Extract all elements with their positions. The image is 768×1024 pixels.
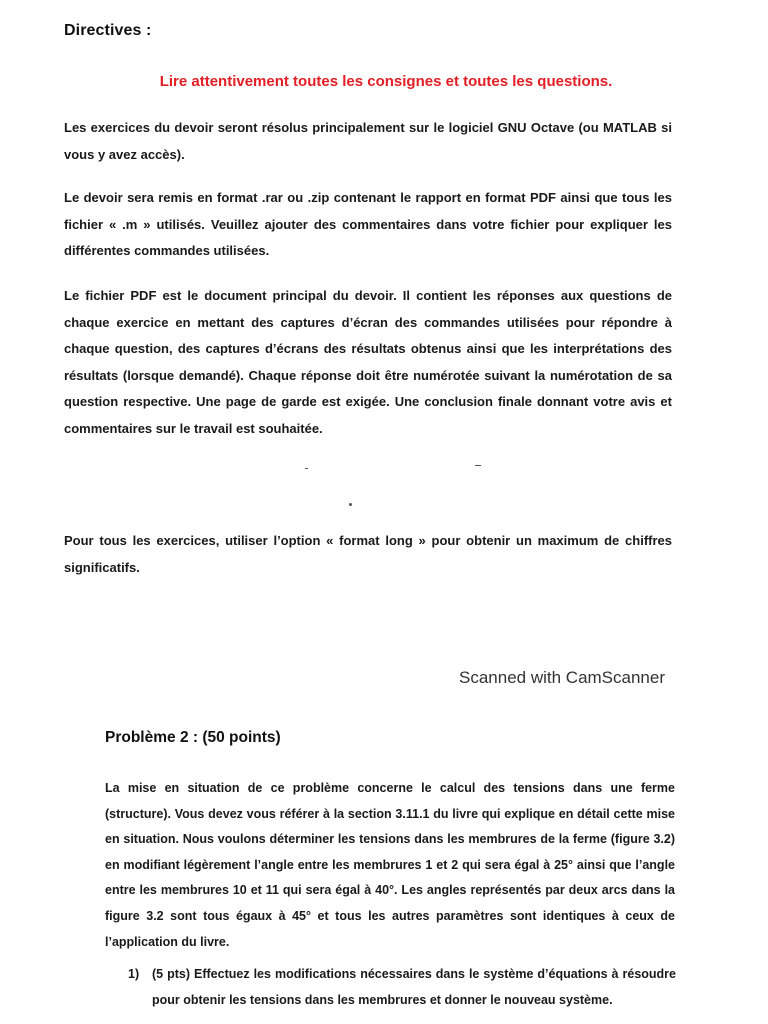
directives-heading: Directives : (64, 22, 152, 39)
question-number: 1) (128, 967, 140, 981)
paragraph-software: Les exercices du devoir seront résolus principalement sur le logiciel GNU Octave (ou MATLAB si vous y avez accès). (64, 120, 672, 162)
scan-speck (305, 468, 308, 469)
paragraph-pdf-content: Le fichier PDF est le document principal du devoir. Il contient les réponses aux questions de chaque exercice en mettant des captures d’écran des commandes utilisées pour répondre à chaque question, des captures d’écrans des résultats obtenus ainsi que les interprétations des résultats (lorsque demandé). Chaque réponse doit être numérotée suivant la numérotation de sa question respective. Une page de garde est exigée. Une conclusion finale donnant votre avis et commentaires sur le travail est souhaitée. (64, 288, 672, 436)
scan-speck (349, 503, 352, 506)
paragraph-submission-format: Le devoir sera remis en format .rar ou .zip contenant le rapport en format PDF ainsi que tous les fichier « .m » utilisés. Veuillez ajouter des commentaires dans votre fichier pour expliquer les différentes commandes utilisées. (64, 190, 672, 258)
scan-speck (475, 465, 481, 466)
question-item (128, 961, 676, 1013)
camscanner-watermark: Scanned with CamScanner (459, 668, 666, 687)
paragraph-format-long: Pour tous les exercices, utiliser l’option « format long » pour obtenir un maximum de chiffres significatifs. (64, 533, 672, 575)
problem-heading: Problème 2 : (50 points) (105, 729, 281, 746)
question-text: (5 pts) Effectuez les modifications nécessaires dans le système d’équations à résoudre pour obtenir les tensions dans les membrures et donner le nouveau système. (152, 967, 676, 1007)
problem-intro-paragraph: La mise en situation de ce problème concerne le calcul des tensions dans une ferme (structure). Vous devez vous référer à la section 3.11.1 du livre qui explique en détail cette mise en situation. Nous voulons déterminer les tensions dans les membrures de la ferme (figure 3.2) en modifiant légèrement l’angle entre les membrures 1 et 2 qui sera égal à 25° ainsi que l’angle entre les membrures 10 et 11 qui sera égal à 40°. Les angles représentés par deux arcs dans la figure 3.2 sont tous égaux à 45° et tous les autres paramètres sont identiques à ceux de l’application du livre. (105, 781, 675, 949)
warning-instruction: Lire attentivement toutes les consignes et toutes les questions. (159, 73, 613, 90)
